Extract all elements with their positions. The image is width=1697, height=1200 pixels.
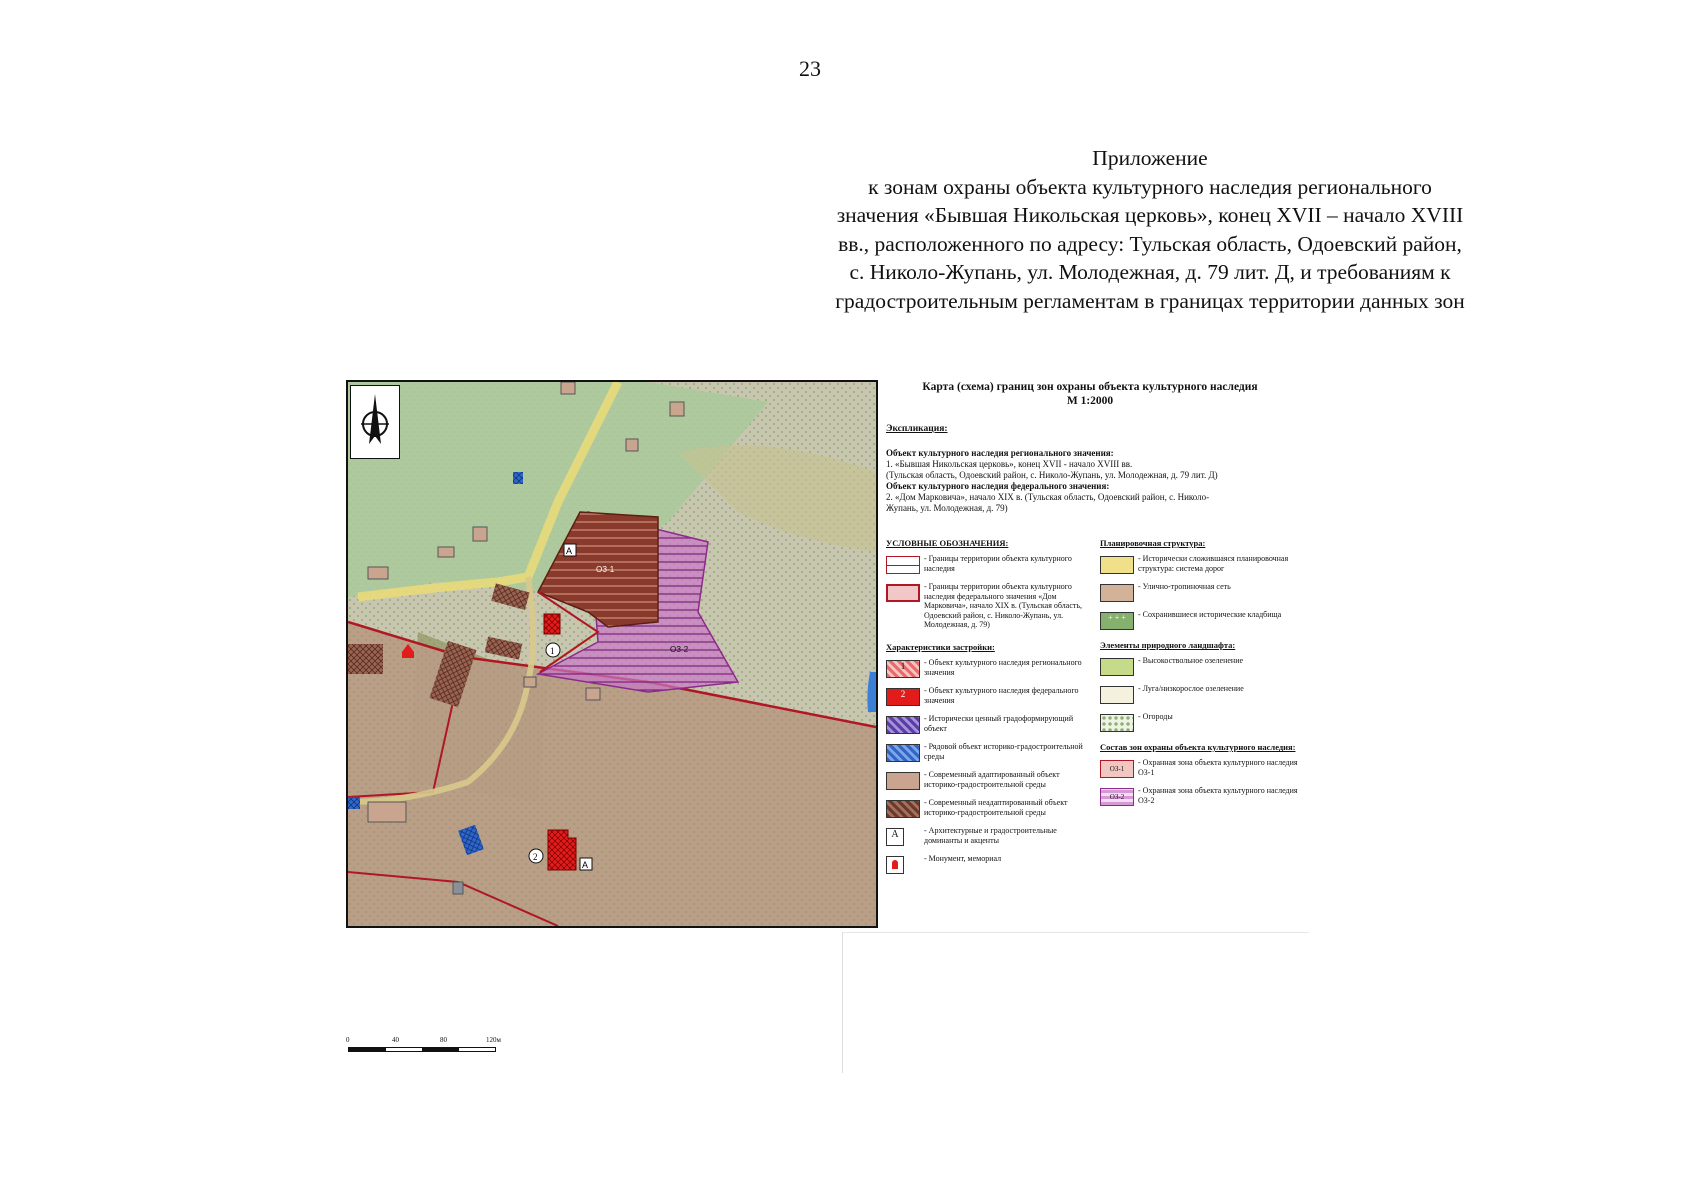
regional-head: Объект культурного наследия регионального значения: (886, 448, 1114, 458)
federal-head: Объект культурного наследия федерального значения: (886, 481, 1110, 491)
legend-swatch-label: 1 (900, 661, 906, 671)
scale-label: 40 (392, 1036, 399, 1044)
legend-text: - Огороды (1138, 712, 1173, 721)
blank-frame (842, 932, 1309, 1073)
legend-text: - Современный адаптированный объект историко-градостроительной среды (924, 770, 1060, 789)
scale-bar (346, 1036, 506, 1066)
building (513, 472, 523, 484)
valuable-object-swatch (886, 716, 920, 734)
zone-oz2-label: ОЗ-2 (670, 645, 689, 654)
regional-boundary-swatch (886, 556, 920, 574)
federal-object-swatch (886, 688, 920, 706)
building (586, 688, 600, 700)
accent-label-1: А (566, 546, 573, 556)
accent-swatch (886, 828, 904, 846)
legend-item (1100, 582, 1300, 608)
legend-item (1100, 610, 1300, 636)
building (368, 567, 388, 579)
legend-text: - Современный неадаптированный объект историко-градостроительной среды (924, 798, 1068, 817)
legend-text: - Рядовой объект историко-градостроительной среды (924, 742, 1083, 761)
page-number: 23 (799, 56, 821, 81)
appendix-heading (770, 144, 1530, 315)
legend-text: - Луга/низкорослое озеленение (1138, 684, 1244, 693)
legend-text: - Улично-тропиночная сеть (1138, 582, 1231, 591)
building (438, 547, 454, 557)
legend-item (1100, 712, 1300, 738)
legend-item (886, 826, 1096, 852)
marker-1-label: 1 (550, 646, 555, 656)
building (368, 802, 406, 822)
zones-head: Состав зон охраны объекта культурного наследия: (1100, 742, 1296, 752)
street-network-swatch (1100, 584, 1134, 602)
scale-bar-graphic (348, 1047, 496, 1052)
legend-item (886, 854, 1096, 880)
legend-text: - Границы территории объекта культурного наследия (924, 554, 1072, 573)
meadow-swatch (1100, 686, 1134, 704)
legend-item (886, 742, 1096, 768)
map-frame (346, 380, 878, 928)
explication (886, 424, 1296, 514)
federal-boundary-swatch (886, 584, 920, 602)
legend-text: - Объект культурного наследия федерального значения (924, 686, 1079, 705)
legend-swatch-label: 2 (900, 689, 906, 699)
conventions-head: УСЛОВНЫЕ ОБОЗНАЧЕНИЯ: (886, 538, 1009, 548)
zone-oz1-swatch (1100, 760, 1134, 778)
appendix-line: к зонам охраны объекта культурного наследия регионального (868, 174, 1432, 199)
accent-label-2: А (582, 860, 589, 870)
legend-item (1100, 786, 1300, 812)
building (561, 382, 575, 394)
legend-text: - Охранная зона объекта культурного наследия ОЗ-1 (1138, 758, 1298, 777)
north-arrow (350, 385, 400, 459)
tall-greenery-swatch (1100, 658, 1134, 676)
legend-text: - Архитектурные и градостроительные доминанты и акценты (924, 826, 1057, 845)
regional-item: 1. «Бывшая Никольская церковь», конец XVII - начало XVIII вв. (886, 459, 1133, 469)
legend-item (1100, 684, 1300, 710)
legend-text: - Объект культурного наследия регионального значения (924, 658, 1082, 677)
building (626, 439, 638, 451)
road-system-swatch (1100, 556, 1134, 574)
legend-item (1100, 656, 1300, 682)
legend-panel (880, 380, 1300, 928)
building (453, 882, 463, 894)
appendix-line: градостроительным регламентам в границах территории данных зон (835, 288, 1465, 313)
ordinary-object-swatch (886, 744, 920, 762)
legend-item (886, 798, 1096, 824)
gardens-swatch (1100, 714, 1134, 732)
legend-title (880, 380, 1300, 408)
map-canvas (348, 382, 876, 926)
appendix-line: вв., расположенного по адресу: Тульская область, Одоевский район, (838, 231, 1462, 256)
building (670, 402, 684, 416)
appendix-line: с. Николо-Жупань, ул. Молодежная, д. 79 лит. Д, и требованиям к (849, 260, 1451, 284)
building (348, 644, 383, 674)
scale-label: 80 (440, 1036, 447, 1044)
federal-item-cont: Жупань, ул. Молодежная, д. 79) (886, 503, 1008, 513)
legend-item (886, 554, 1096, 580)
scale-label: 120м (486, 1036, 501, 1044)
appendix-line: Приложение (1092, 146, 1208, 170)
legend-text: - Исторически сложившаяся планировочная структура: система дорог (1138, 554, 1289, 573)
building (524, 677, 536, 687)
landscape-head: Элементы природного ландшафта: (1100, 640, 1236, 650)
legend-scale: М 1:2000 (1066, 395, 1114, 407)
legend-swatch-label: ОЗ-1 (1109, 765, 1125, 773)
legend-left-column (886, 534, 1096, 882)
legend-text: - Высокоствольное озеленение (1138, 656, 1244, 665)
legend-right-column (1100, 534, 1300, 814)
legend-item (886, 686, 1096, 712)
appendix-line: значения «Бывшая Никольская церковь», конец XVII – начало XVIII (836, 203, 1464, 227)
unadapted-object-swatch (886, 800, 920, 818)
legend-item (886, 770, 1096, 796)
marker-2-label: 2 (533, 852, 538, 862)
legend-text: - Границы территории объекта культурного наследия федерального значения «Дом Марковича», начало XIX в. (Тульская область, Одоевский район, с. Николо-Жупань, ул. Молодежная, д. 79) (924, 582, 1083, 629)
planning-head: Планировочная структура: (1100, 538, 1206, 548)
legend-title-line: Карта (схема) границ зон охраны объекта культурного наследия (922, 381, 1258, 393)
legend-item (1100, 554, 1300, 580)
legend-text: - Монумент, мемориал (924, 854, 1002, 863)
zone-oz2-swatch (1100, 788, 1134, 806)
legend-text: - Исторически ценный градоформирующий объект (924, 714, 1074, 733)
scale-label: 0 (346, 1036, 350, 1044)
federal-item: 2. «Дом Марковича», начало XIX в. (Тульская область, Одоевский район, с. Николо- (886, 492, 1210, 502)
zone-oz1-label: ОЗ-1 (596, 565, 615, 574)
legend-item (1100, 758, 1300, 784)
regional-object (544, 614, 560, 634)
buildings-head: Характеристики застройки: (886, 642, 995, 652)
legend-text: - Охранная зона объекта культурного наследия ОЗ-2 (1138, 786, 1298, 805)
legend-item (886, 714, 1096, 740)
regional-object-swatch (886, 660, 920, 678)
legend-item (886, 582, 1096, 638)
legend-swatch-label: ОЗ-2 (1109, 793, 1125, 801)
legend-text: - Сохранившиеся исторические кладбища (1138, 610, 1282, 619)
adapted-object-swatch (886, 772, 920, 790)
regional-address: (Тульская область, Одоевский район, с. Николо-Жупань, ул. Молодежная, д. 79 лит. Д) (886, 470, 1218, 480)
cemetery-swatch: + + + (1100, 612, 1134, 630)
legend-item (886, 658, 1096, 684)
monument-swatch (886, 856, 904, 874)
building (348, 797, 360, 809)
legend-swatch-label: А (891, 829, 899, 840)
building (473, 527, 487, 541)
explication-head: Экспликация: (886, 424, 948, 434)
